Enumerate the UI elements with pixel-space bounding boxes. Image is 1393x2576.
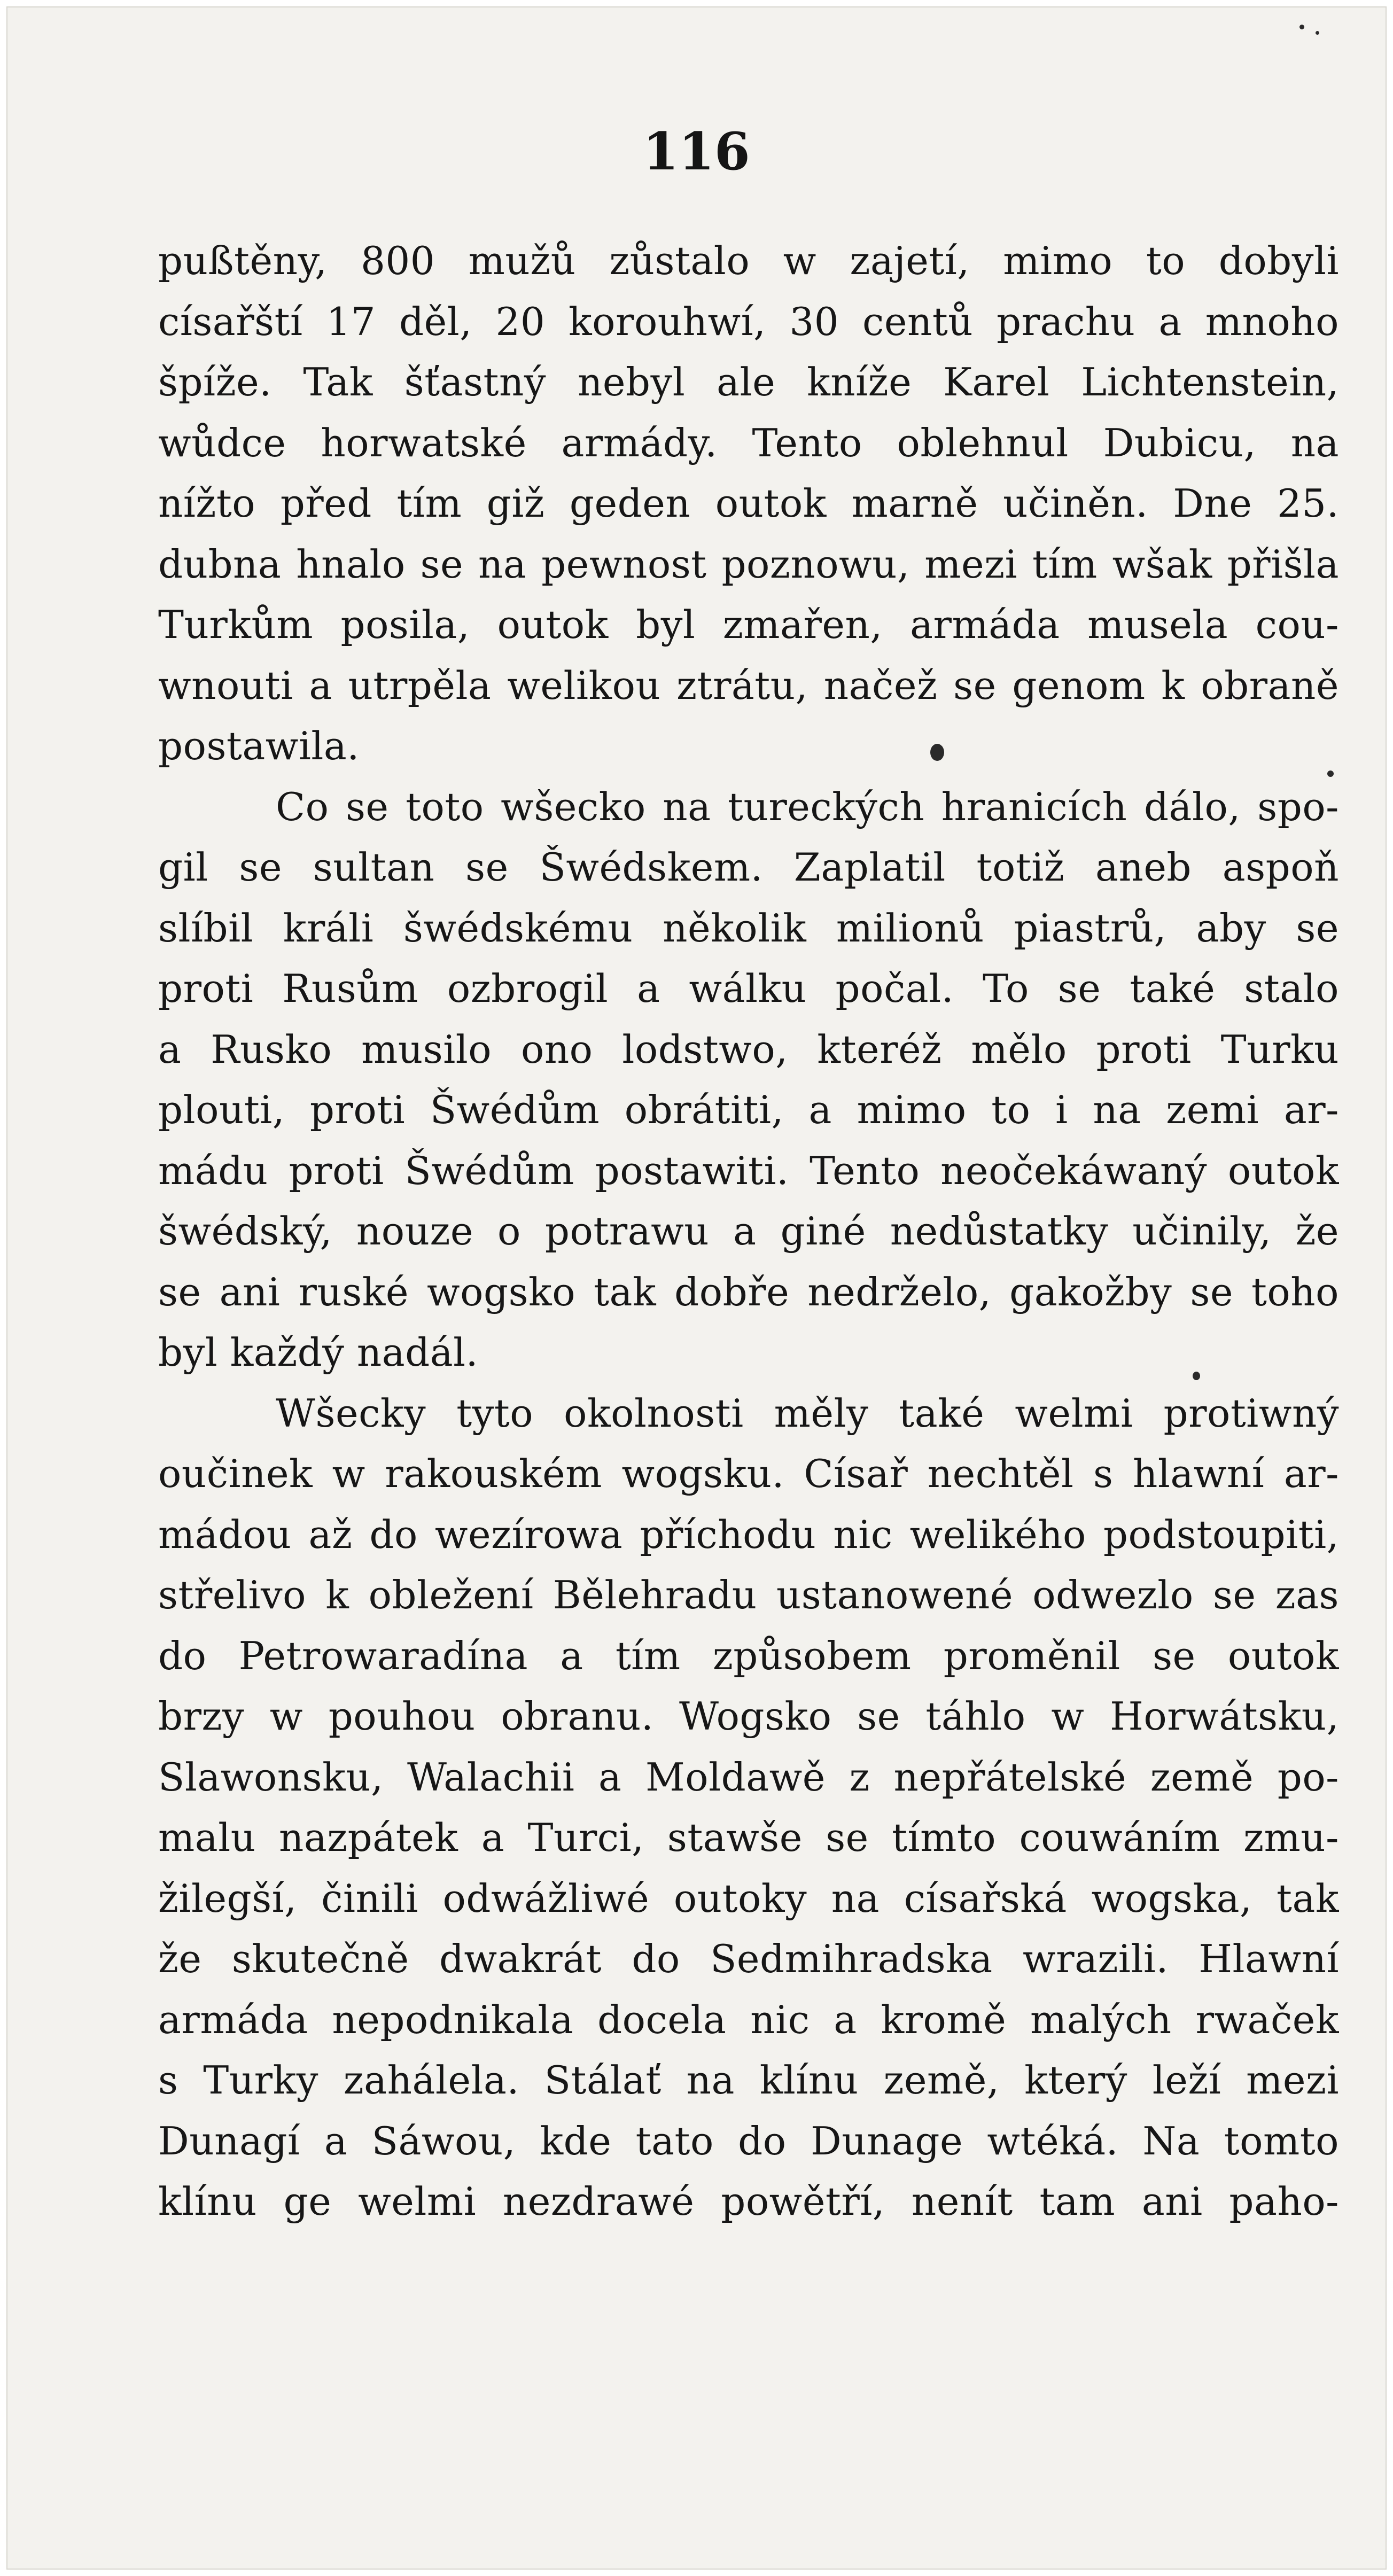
text-line: wnouti a utrpěla welikou ztrátu, načež se genom k obraně [158, 663, 1339, 708]
text-line: pußtěny, 800 mužů zůstalo w zajetí, mimo to dobyli [158, 238, 1339, 283]
text-line: malu nazpátek a Turci, stawše se tímto couwáním zmu- [158, 1815, 1339, 1860]
text-line: žilegší, činili odwážliwé outoky na císařská wogska, tak [158, 1875, 1339, 1921]
text-line: gil se sultan se Šwédskem. Zaplatil totiž aneb aspoň [158, 845, 1339, 890]
text-line: šwédský, nouze o potrawu a giné nedůstatky učinily, že [158, 1209, 1339, 1254]
ink-speck [1299, 25, 1304, 29]
ink-speck [1327, 771, 1334, 777]
text-line: špíže. Tak šťastný nebyl ale kníže Karel Lichtenstein, [158, 360, 1339, 404]
text-line: postawila. [158, 723, 360, 768]
text-line: brzy w pouhou obranu. Wogsko se táhlo w Horwátsku, [158, 1694, 1339, 1739]
text-line: proti Rusům ozbrogil a wálku počal. To se také stalo [158, 966, 1339, 1011]
text-line: klínu ge welmi nezdrawé powětří, nenít tam ani paho- [158, 2179, 1339, 2224]
text-line: do Petrowaradína a tím způsobem proměnil se outok [158, 1633, 1339, 1678]
text-line: oučinek w rakouském wogsku. Císař nechtěl s hlawní ar- [158, 1451, 1339, 1496]
text-line: že skutečně dwakrát do Sedmihradska wrazili. Hlawní [158, 1936, 1339, 1981]
text-line: Slawonsku, Walachii a Moldawě z nepřátelské země po- [158, 1754, 1339, 1800]
text-line: Dunagí a Sáwou, kde tato do Dunage wtéká. Na tomto [158, 2118, 1339, 2163]
paragraph-3 [158, 1383, 1339, 2232]
page-number: 116 [643, 121, 750, 182]
paragraph-1 [158, 231, 1339, 777]
text-line: císařští 17 děl, 20 korouhwí, 30 centů prachu a mnoho [158, 299, 1339, 344]
text-line: mádu proti Šwédům postawiti. Tento neočekáwaný outok [158, 1148, 1339, 1193]
text-line: Turkům posila, outok byl zmařen, armáda musela cou- [158, 602, 1339, 647]
text-line: slíbil králi šwédskému několik milionů piastrů, aby se [158, 905, 1339, 951]
paragraph-2 [158, 777, 1339, 1383]
text-line: s Turky zahálela. Stálať na klínu země, který leží mezi [158, 2058, 1339, 2103]
text-line: byl každý nadál. [158, 1330, 479, 1375]
text-line: mádou až do wezírowa příchodu nic welikého podstoupiti, [158, 1512, 1339, 1557]
ink-speck [930, 744, 944, 761]
text-line: dubna hnalo se na pewnost poznowu, mezi tím wšak přišla [158, 541, 1339, 587]
text-line: se ani ruské wogsko tak dobře nedrželo, gakožby se toho [158, 1269, 1339, 1314]
ink-speck [1193, 1372, 1200, 1380]
text-line: wůdce horwatské armády. Tento oblehnul Dubicu, na [158, 420, 1339, 465]
body-text [158, 231, 1339, 2232]
text-line: nížto před tím giž geden outok marně učiněn. Dne 25. [158, 481, 1339, 526]
text-line: Co se toto wšecko na tureckých hranicích dálo, spo- [276, 784, 1339, 829]
text-line: střelivo k obležení Bělehradu ustanowené odwezlo se zas [158, 1573, 1339, 1617]
text-line: plouti, proti Šwédům obrátiti, a mimo to i na zemi ar- [158, 1087, 1339, 1132]
book-page [6, 6, 1387, 2570]
text-line: Wšecky tyto okolnosti měly také welmi protiwný [276, 1390, 1339, 1436]
ink-speck [1316, 31, 1319, 35]
text-line: armáda nepodnikala docela nic a kromě malých rwaček [158, 1997, 1339, 2042]
text-line: a Rusko musilo ono lodstwo, kteréž mělo proti Turku [158, 1026, 1339, 1072]
